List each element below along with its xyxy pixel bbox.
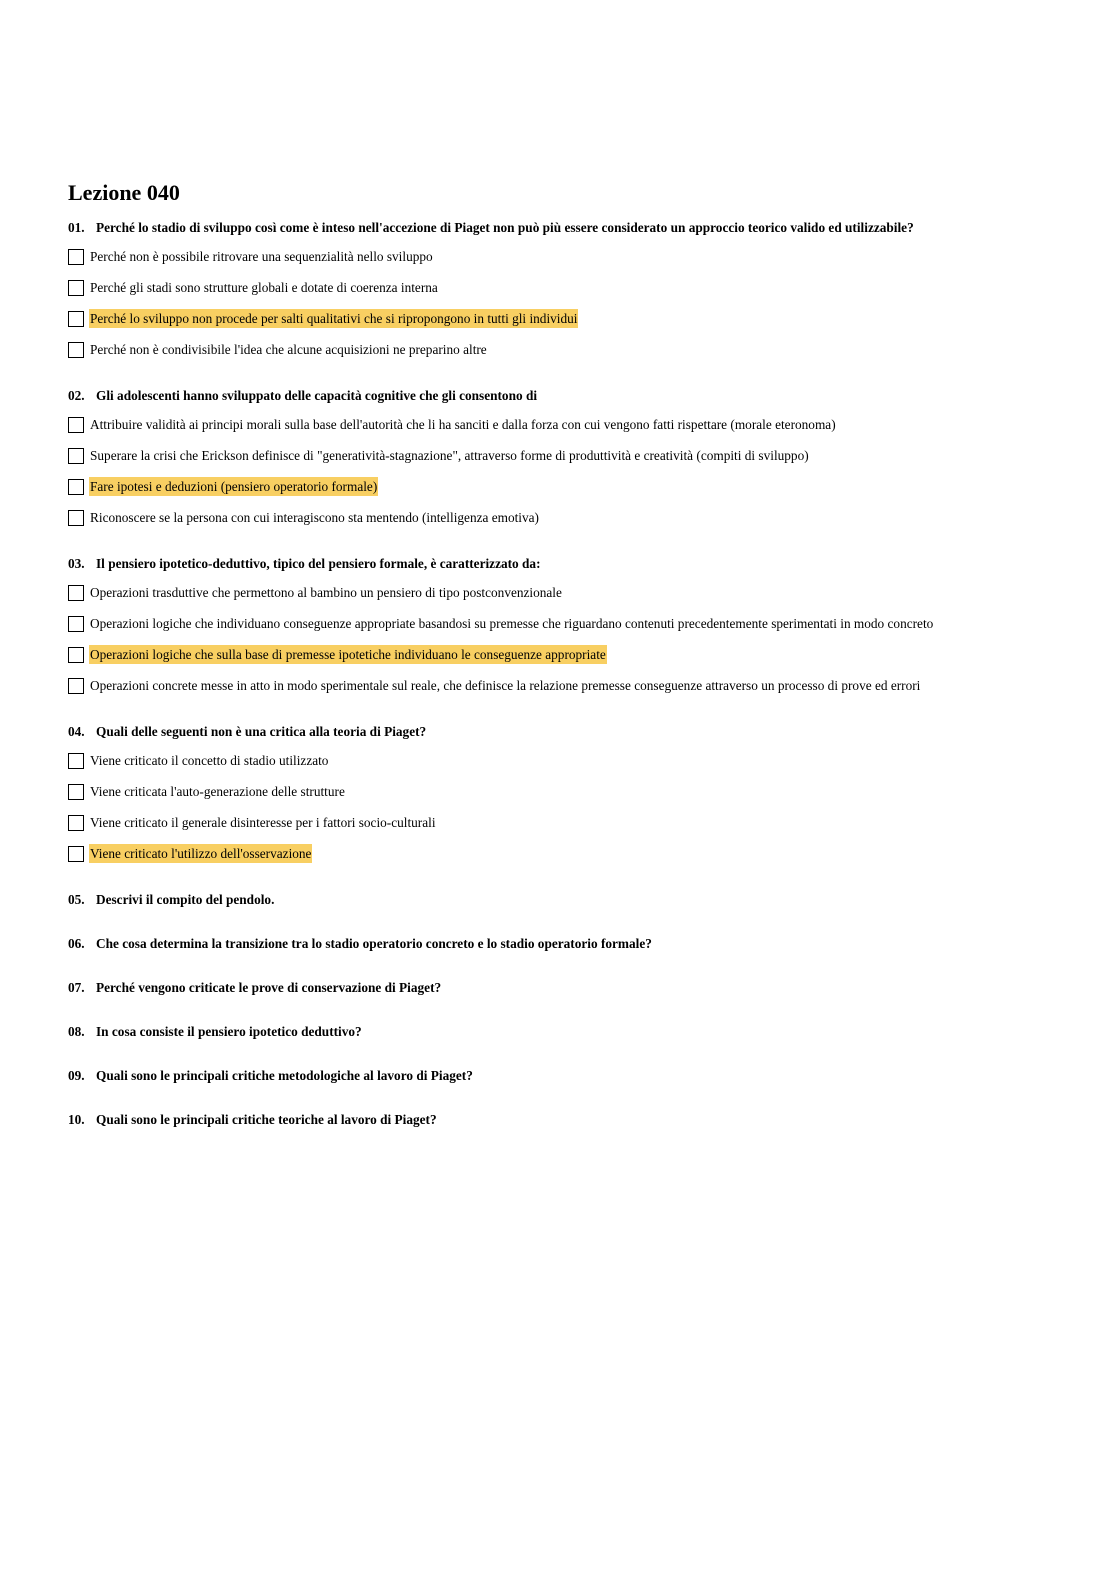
- checkbox[interactable]: [68, 815, 84, 831]
- answer-text-highlighted: Operazioni logiche che sulla base di premesse ipotetiche individuano le conseguenze appropriate: [90, 647, 606, 662]
- answer-option[interactable]: [68, 340, 1068, 371]
- question-block: [68, 554, 1068, 707]
- answer-option[interactable]: [68, 676, 1068, 707]
- answer-text: Attribuire validità ai principi morali sulla base dell'autorità che li ha sanciti e dalla forza con cui vengono fatti rispettare (morale eteronoma): [90, 417, 836, 432]
- question-label: Perché vengono criticate le prove di conservazione di Piaget?: [96, 980, 442, 995]
- question-text: [68, 1022, 1068, 1051]
- answer-option[interactable]: [68, 614, 1068, 645]
- checkbox[interactable]: [68, 249, 84, 265]
- answer-option[interactable]: [68, 278, 1068, 309]
- question-text: [68, 386, 1068, 415]
- question-block: [68, 934, 1068, 963]
- question-label: Il pensiero ipotetico-deduttivo, tipico del pensiero formale, è caratterizzato da:: [96, 556, 541, 571]
- answer-text: Riconoscere se la persona con cui interagiscono sta mentendo (intelligenza emotiva): [90, 510, 539, 525]
- answer-text: Operazioni concrete messe in atto in modo sperimentale sul reale, che definisce la relazione premesse conseguenze attraverso un processo di prove ed errori: [90, 678, 921, 693]
- question-label: Quali sono le principali critiche metodologiche al lavoro di Piaget?: [96, 1068, 473, 1083]
- answer-text: Perché gli stadi sono strutture globali e dotate di coerenza interna: [90, 280, 438, 295]
- question-block: [68, 218, 1068, 371]
- checkbox[interactable]: [68, 448, 84, 464]
- question-text: [68, 218, 1068, 247]
- checkbox[interactable]: [68, 417, 84, 433]
- question-block: [68, 1066, 1068, 1095]
- question-block: [68, 386, 1068, 539]
- answer-text-highlighted: Fare ipotesi e deduzioni (pensiero operatorio formale): [90, 479, 378, 494]
- question-number: 01.: [68, 220, 85, 235]
- answer-option[interactable]: [68, 782, 1068, 813]
- question-number: 10.: [68, 1112, 85, 1127]
- question-number: 09.: [68, 1068, 85, 1083]
- question-block: [68, 1022, 1068, 1051]
- question-text: [68, 978, 1068, 1007]
- question-block: [68, 978, 1068, 1007]
- question-number: 05.: [68, 892, 85, 907]
- checkbox[interactable]: [68, 678, 84, 694]
- checkbox[interactable]: [68, 585, 84, 601]
- answer-option[interactable]: [68, 583, 1068, 614]
- checkbox[interactable]: [68, 647, 84, 663]
- question-number: 02.: [68, 388, 85, 403]
- answer-text: Viene criticato il generale disinteresse per i fattori socio-culturali: [90, 815, 436, 830]
- answer-text: Superare la crisi che Erickson definisce di "generatività-stagnazione", attraverso forme di produttività e creatività (compiti di sviluppo): [90, 448, 809, 463]
- checkbox[interactable]: [68, 753, 84, 769]
- question-text: [68, 722, 1068, 751]
- checkbox[interactable]: [68, 510, 84, 526]
- checkbox[interactable]: [68, 311, 84, 327]
- answer-option[interactable]: [68, 415, 1068, 446]
- question-text: [68, 1110, 1068, 1139]
- answer-option[interactable]: [68, 247, 1068, 278]
- question-text: [68, 890, 1068, 919]
- answer-option[interactable]: [68, 309, 1068, 340]
- answer-text: Perché non è condivisibile l'idea che alcune acquisizioni ne preparino altre: [90, 342, 487, 357]
- question-number: 04.: [68, 724, 85, 739]
- checkbox[interactable]: [68, 342, 84, 358]
- question-label: Gli adolescenti hanno sviluppato delle capacità cognitive che gli consentono di: [96, 388, 538, 403]
- question-number: 06.: [68, 936, 85, 951]
- question-text: [68, 1066, 1068, 1095]
- question-text: [68, 934, 1068, 963]
- answer-option[interactable]: [68, 844, 1068, 875]
- page-title: Lezione 040: [68, 180, 180, 205]
- question-block: [68, 890, 1068, 919]
- checkbox[interactable]: [68, 784, 84, 800]
- answer-text: Viene criticata l'auto-generazione delle strutture: [90, 784, 345, 799]
- checkbox[interactable]: [68, 846, 84, 862]
- question-label: Che cosa determina la transizione tra lo stadio operatorio concreto e lo stadio operatorio formale?: [96, 936, 652, 951]
- answer-text: Viene criticato il concetto di stadio utilizzato: [90, 753, 329, 768]
- checkbox[interactable]: [68, 280, 84, 296]
- question-label: In cosa consiste il pensiero ipotetico deduttivo?: [96, 1024, 362, 1039]
- answer-option[interactable]: [68, 645, 1068, 676]
- question-label: Quali delle seguenti non è una critica alla teoria di Piaget?: [96, 724, 427, 739]
- answer-text: Operazioni logiche che individuano conseguenze appropriate basandosi su premesse che riguardano contenuti precedentemente sperimentati in modo concreto: [90, 616, 934, 631]
- checkbox[interactable]: [68, 479, 84, 495]
- question-number: 07.: [68, 980, 85, 995]
- question-text: [68, 554, 1068, 583]
- answer-option[interactable]: [68, 751, 1068, 782]
- question-label: Quali sono le principali critiche teoriche al lavoro di Piaget?: [96, 1112, 437, 1127]
- question-list: [68, 218, 1068, 1154]
- answer-text: Operazioni trasduttive che permettono al bambino un pensiero di tipo postconvenzionale: [90, 585, 562, 600]
- answer-option[interactable]: [68, 813, 1068, 844]
- answer-option[interactable]: [68, 446, 1068, 477]
- answer-text-highlighted: Viene criticato l'utilizzo dell'osservazione: [90, 846, 312, 861]
- answer-text: Perché non è possibile ritrovare una sequenzialità nello sviluppo: [90, 249, 433, 264]
- question-block: [68, 1110, 1068, 1139]
- checkbox[interactable]: [68, 616, 84, 632]
- question-number: 03.: [68, 556, 85, 571]
- question-block: [68, 722, 1068, 875]
- answer-text-highlighted: Perché lo sviluppo non procede per salti qualitativi che si ripropongono in tutti gli individui: [90, 311, 578, 326]
- question-number: 08.: [68, 1024, 85, 1039]
- question-label: Descrivi il compito del pendolo.: [96, 892, 275, 907]
- question-label: Perché lo stadio di sviluppo così come è inteso nell'accezione di Piaget non può più essere considerato un approccio teorico valido ed utilizzabile?: [96, 220, 914, 235]
- answer-option[interactable]: [68, 477, 1068, 508]
- answer-option[interactable]: [68, 508, 1068, 539]
